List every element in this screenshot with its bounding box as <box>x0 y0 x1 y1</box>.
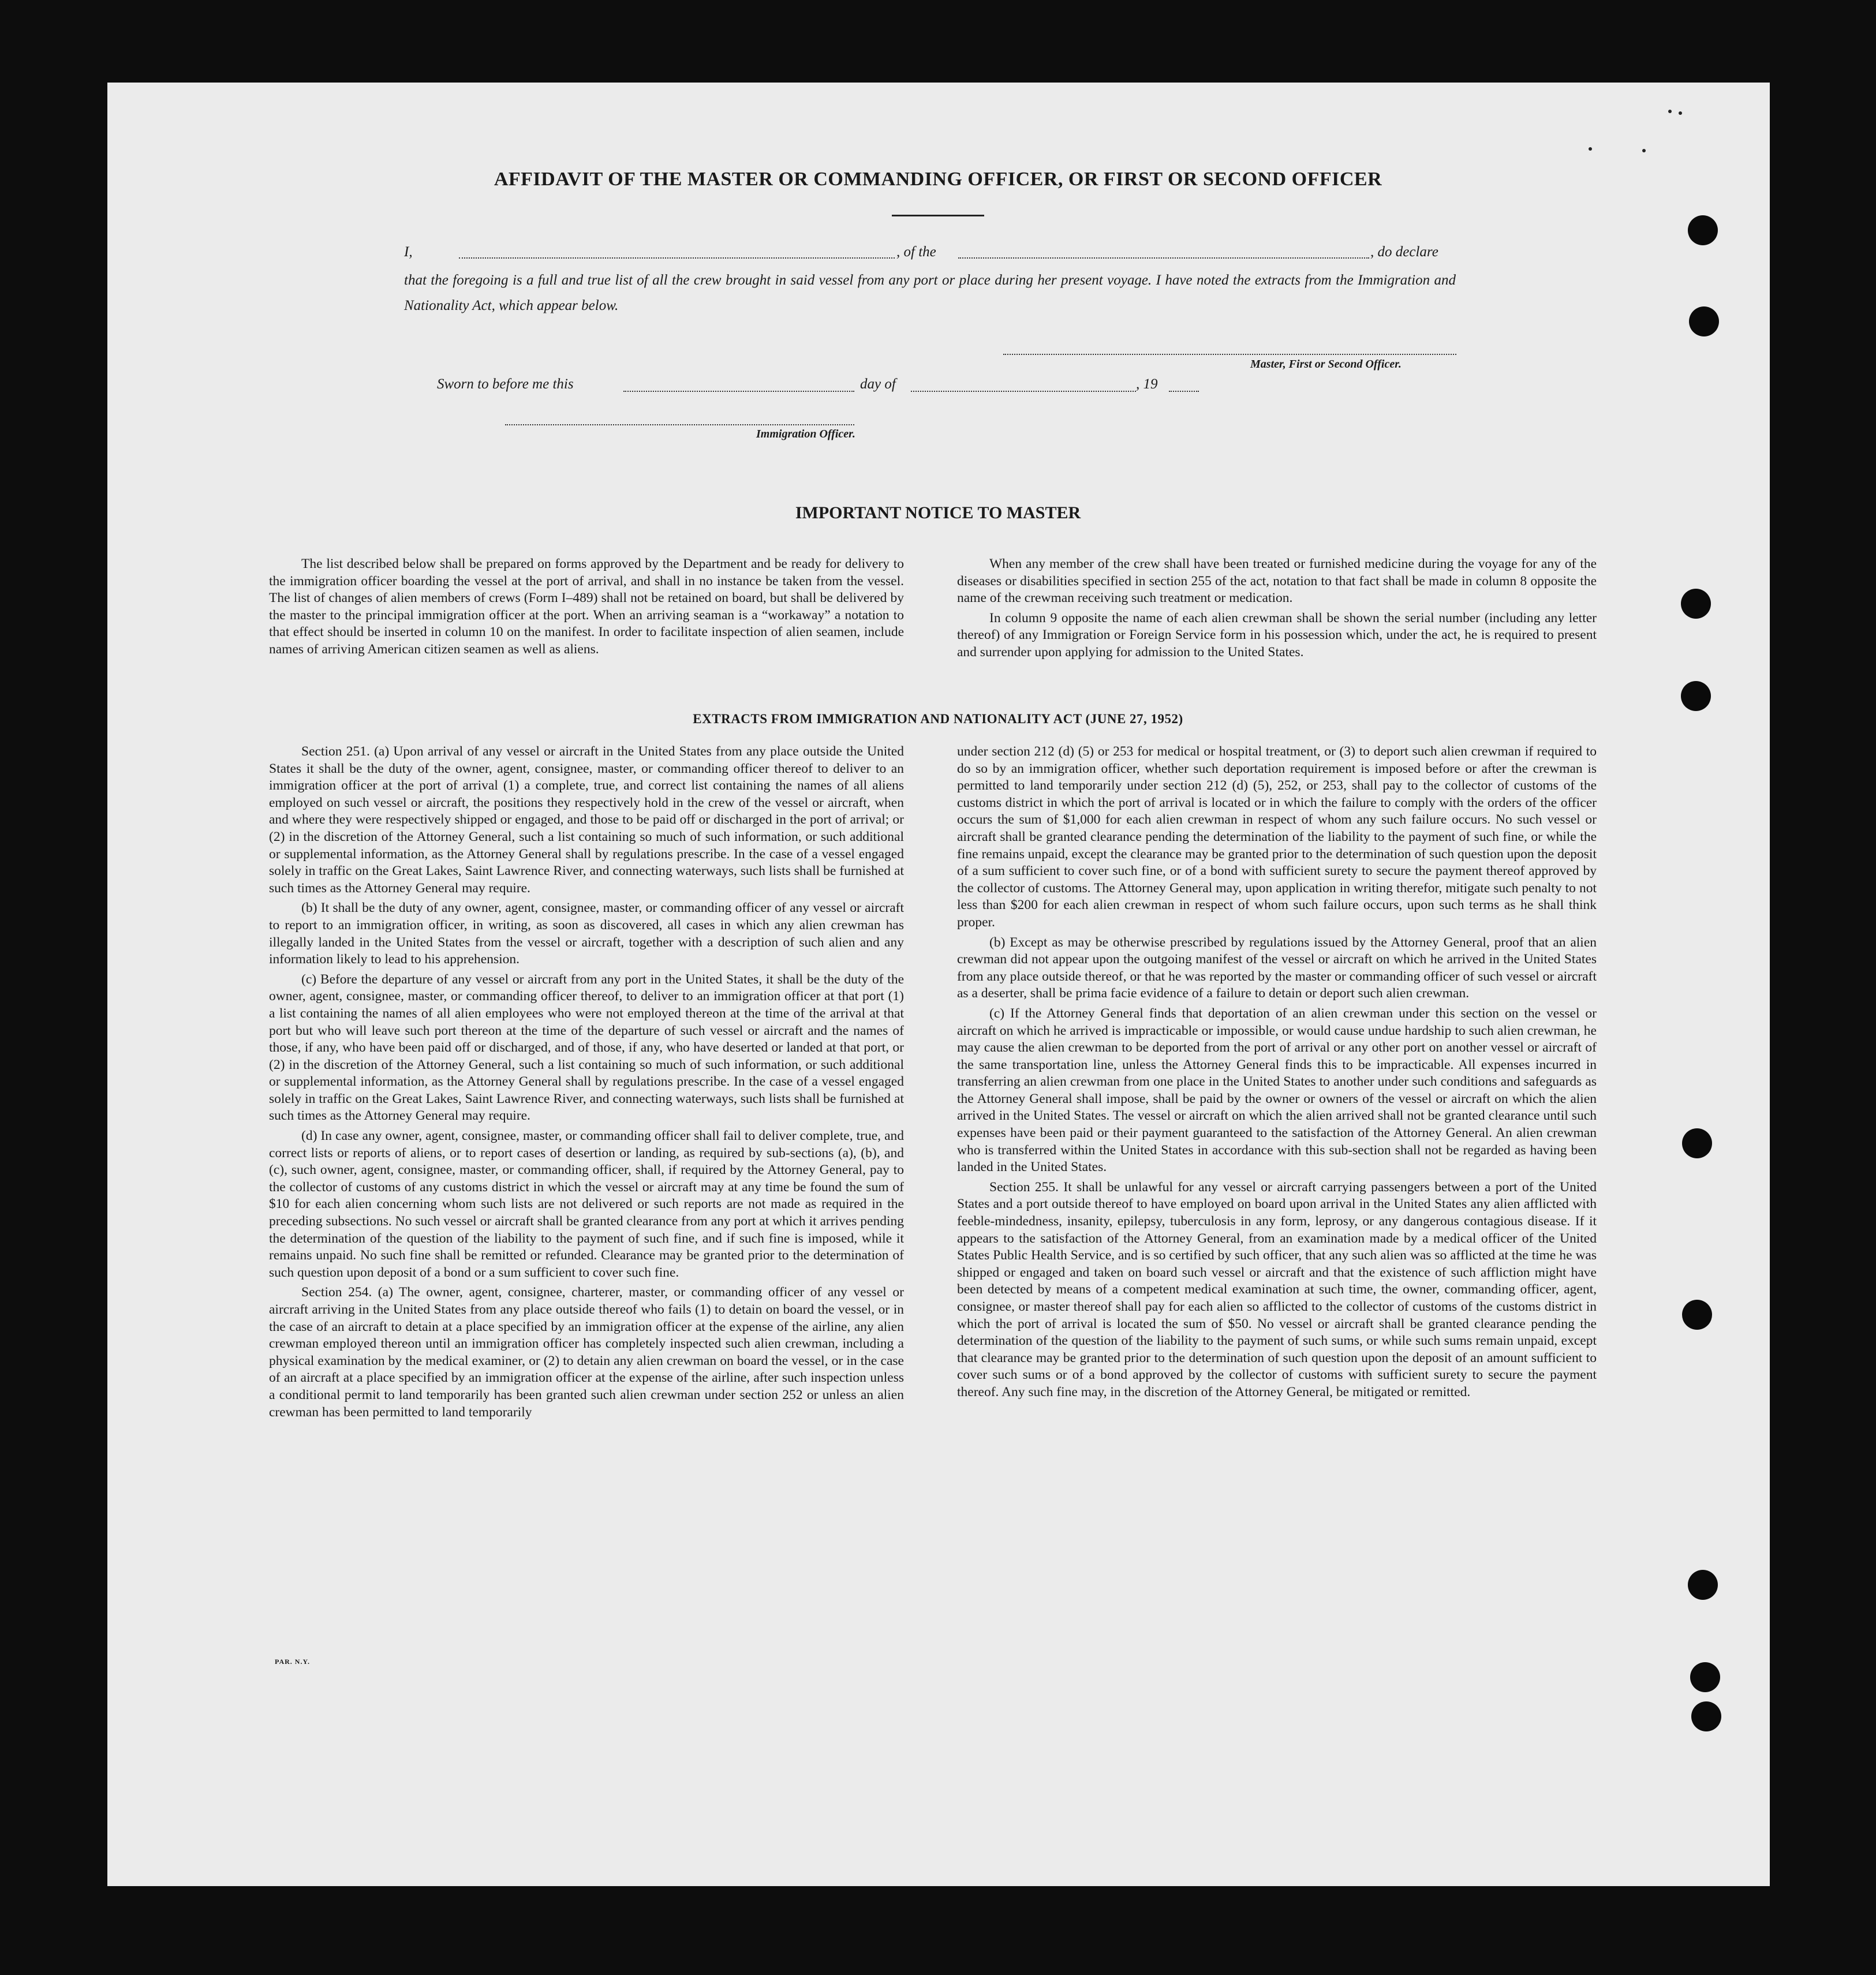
notice-paragraph: In column 9 opposite the name of each alien crewman shall be shown the serial number (including any letter thereof) of any Immigration or Foreign Service form in his possession which, under the act, he is required to present and surrender upon applying for admission to the United States. <box>957 610 1597 660</box>
section-paragraph: (d) In case any owner, agent, consignee, master, or commanding officer shall fail to deliver complete, true, and correct lists or reports of aliens, or to report cases of desertion or landing, as required by sub-sections (a), (b), and (c), such owner, agent, consignee, master, or commanding officer, shall, if required by the Attorney General, pay to the collector of customs of any customs district in which the vessel or aircraft may at any time be found the sum of $10 for each alien concerning whom such lists are not delivered or such reports are not made as required in the preceding subsections. No such vessel or aircraft shall be granted clearance from any port at which it arrives pending the determination of the question of the liability to the payment of such fine, and if such fine is imposed, while it remains unpaid. No such fine shall be remitted or refunded. Clearance may be granted prior to the determination of such question upon deposit of a bond or a sum sufficient to cover such fine. <box>269 1128 904 1280</box>
punch-hole <box>1690 1662 1720 1692</box>
punch-hole <box>1682 1300 1712 1330</box>
sworn-label: Sworn to before me this <box>437 376 574 392</box>
punch-hole <box>1681 681 1711 711</box>
name-blank[interactable] <box>459 257 895 259</box>
punch-hole <box>1688 215 1718 245</box>
notice-paragraph: The list described below shall be prepared on forms approved by the Department and be ready for delivery to the immigration officer boarding the vessel at the port of arrival, and shall in no instance be taken from the vessel. The list of changes of alien members of crews (Form I–489) shall not be retained on board, but shall be delivered by the master to the principal immigration officer at the port. When an arriving seaman is a “workaway” a notation to that effect should be inserted in column 10 on the manifest. In order to facilitate inspection of alien seamen, include names of arriving American citizen seamen as well as aliens. <box>269 556 904 657</box>
sworn-month-blank[interactable] <box>911 391 1136 392</box>
notice-title: IMPORTANT NOTICE TO MASTER <box>795 503 1081 522</box>
affidavit-title: AFFIDAVIT OF THE MASTER OR COMMANDING OFFICER, OR FIRST OR SECOND OFFICER <box>494 169 1382 190</box>
section-paragraph: Section 255. It shall be unlawful for any vessel or aircraft carrying passengers between a port of the United States and a port outside thereof to have employed on board upon arrival in the United States any alien afflicted with feeble-mindedness, insanity, epilepsy, tuberculosis in any form, leprosy, or any dangerous contagious disease. If it appears to the satisfaction of the Attorney General, from an examination made by a medical officer of the United States Public Health Service, and is so certified by such officer, that any such alien was so afflicted at the time he was shipped or engaged and taken on board such vessel or aircraft and that the existence of such affliction might have been detected by means of a competent medical examination at such time, the owner, commanding officer, agent, consignee, or master thereof shall pay for each alien so afflicted to the collector of customs of the customs district in which the port of arrival is located the sum of $50. No vessel or aircraft shall be granted clearance pending the determination of the question of the liability to the payment of such sums, or while such sums remain unpaid, except that clearance may be granted prior to the determination of such question upon the deposit of an amount sufficient to cover such sums or of a bond approved by the collector of customs with sufficient surety to secure the payment thereof. Any such fine may, in the discretion of the Attorney General, be mitigated or remitted. <box>957 1179 1597 1400</box>
printer-mark: PAR. N.Y. <box>275 1658 311 1666</box>
speck <box>1589 147 1592 151</box>
vessel-blank[interactable] <box>958 257 1369 259</box>
year-blank[interactable] <box>1169 391 1199 392</box>
section-paragraph: under section 212 (d) (5) or 253 for medical or hospital treatment, or (3) to deport such alien crewman if required to do so by an immigration officer, whether such deportation requirement is imposed before or after the crewman is permitted to land temporarily under section 212 (d) (5), 252, or 253, shall pay to the collector of customs of the customs district in which the port of arrival is located or in which the failure to comply with the orders of the officer occurs the sum of $1,000 for each alien crewman in respect of whom any such failure occurs. No such vessel or aircraft shall be granted clearance pending the determination of the liability to the payment of such fine, or while the fine remains unpaid, except the clearance may be granted prior to the determination of such question upon the deposit of a sum sufficient to cover such fine, or of a bond with sufficient surety to secure the payment thereof approved by the collector of customs. The Attorney General may, upon application in writing therefor, mitigate such penalty to not less than $200 for each alien crewman in respect of whom such failure occurs, upon such terms as he shall think proper. <box>957 744 1597 930</box>
master-signature-line[interactable] <box>1003 354 1456 355</box>
notice-left-column <box>269 556 904 661</box>
do-declare-label: , do declare <box>1370 244 1438 260</box>
i-label: I, <box>404 244 413 260</box>
punch-hole <box>1689 306 1719 336</box>
extracts-right-column <box>957 743 1597 1404</box>
title-rule <box>892 215 984 216</box>
speck <box>1668 110 1672 113</box>
immigration-officer-caption: Immigration Officer. <box>756 428 855 440</box>
notice-right-column <box>957 556 1597 664</box>
section-paragraph: (c) If the Attorney General finds that deportation of an alien crewman under this section on the vessel or aircraft on which he arrived is impracticable or impossible, or would cause undue hardship to such alien crewman, he may cause the alien crewman to be deported from the port of arrival or any other port on another vessel or aircraft of the same transportation line, unless the Attorney General finds this to be impracticable. All expenses incurred in transferring an alien crewman from one place in the United States to another under such conditions and safeguards as the Attorney General shall impose, shall be paid by the owner or owners of the vessel or aircraft on which the alien arrived in the United States. The vessel or aircraft on which the alien arrived shall not be granted clearance until such expenses have been paid or their payment guaranteed to the satisfaction of the Attorney General. An alien crewman who is transferred within the United States in accordance with this sub-section shall not be regarded as having been landed in the United States. <box>957 1005 1597 1175</box>
speck <box>1679 111 1682 115</box>
of-the-label: , of the <box>896 244 936 260</box>
immigration-officer-line[interactable] <box>505 424 854 425</box>
day-of-label: day of <box>860 376 896 392</box>
punch-hole <box>1691 1701 1721 1731</box>
section-paragraph: (b) Except as may be otherwise prescribed by regulations issued by the Attorney General, proof that an alien crewman did not appear upon the outgoing manifest of the vessel or aircraft on which he arrived in the United States from any place outside thereof, or that he was reported by the master or commanding officer of such vessel or aircraft as a deserter, shall be prima facie evidence of a failure to detain or deport such alien crewman. <box>957 934 1597 1001</box>
section-paragraph: Section 254. (a) The owner, agent, consignee, charterer, master, or commanding officer of any vessel or aircraft arriving in the United States from any place outside thereof who fails (1) to detain on board the vessel, or in the case of an aircraft to detain at a place specified by an immigration officer at the expense of the airline, any alien crewman employed thereon until an immigration officer has completely inspected such alien crewman, including a physical examination by the medical examiner, or (2) to detain any alien crewman on board the vessel, or in the case of an aircraft at a place specified by an immigration officer at the expense of the airline, after such inspection unless a conditional permit to land temporarily has been granted such alien crewman under section 252 or unless an alien crewman has been permitted to land temporarily <box>269 1285 904 1420</box>
speck <box>1642 149 1646 152</box>
notice-paragraph: When any member of the crew shall have been treated or furnished medicine during the voyage for any of the diseases or disabilities specified in section 255 of the act, notation to that fact shall be made in column 8 opposite the name of the crewman receiving such treatment or medication. <box>957 556 1597 606</box>
extracts-left-column <box>269 743 904 1424</box>
section-paragraph: Section 251. (a) Upon arrival of any vessel or aircraft in the United States from any place outside the United States it shall be the duty of the owner, agent, consignee, master, or commanding officer thereof to deliver to an immigration officer at the port of arrival (1) a complete, true, and correct list containing the names of all aliens employed on such vessel or aircraft, the positions they respectively hold in the crew of the vessel or aircraft, when and where they were respectively shipped or engaged, and those to be paid off or discharged in the port of arrival; or (2) in the discretion of the Attorney General, such a list containing so much of such information, or such additional or supplemental information, as the Attorney General shall by regulations prescribe. In the case of a vessel engaged solely in traffic on the Great Lakes, Saint Lawrence River, and connecting waterways, such lists shall be furnished at such times as the Attorney General may require. <box>269 744 904 896</box>
sworn-day-blank[interactable] <box>623 391 854 392</box>
section-paragraph: (b) It shall be the duty of any owner, agent, consignee, master, or commanding officer of any vessel or aircraft to report to an immigration officer, in writing, as soon as discovered, all cases in which any alien crewman has illegally landed in the United States from the vessel or aircraft, together with a description of such alien and any information likely to lead to his apprehension. <box>269 900 904 967</box>
punch-hole <box>1688 1570 1718 1600</box>
extracts-title: EXTRACTS FROM IMMIGRATION AND NATIONALITY ACT (JUNE 27, 1952) <box>693 712 1183 726</box>
affidavit-statement: that the foregoing is a full and true list of all the crew brought in said vessel from any port or place during her present voyage. I have noted the extracts from the Immigration and Nationality Act, which appear below. <box>404 272 1456 313</box>
section-paragraph: (c) Before the departure of any vessel or aircraft from any port in the United States, it shall be the duty of the owner, agent, consignee, master, or commanding officer thereof, to deliver to an immigration officer at that port (1) a list containing the names of all alien employees who were not employed thereon at the time of the arrival at that port but who will leave such port thereon at the time of the departure of such vessel or aircraft and the names of those, if any, who have been paid off or discharged, and of those, if any, who have deserted or landed at that port, or (2) in the discretion of the Attorney General, such a list containing so much of such information, or such additional or supplemental information, as the Attorney General shall by regulations prescribe. In the case of a vessel engaged solely in traffic on the Great Lakes, Saint Lawrence River, and connecting waterways, such lists shall be furnished at such times as the Attorney General may require. <box>269 971 904 1124</box>
punch-hole <box>1681 589 1711 619</box>
master-signature-caption: Master, First or Second Officer. <box>1250 358 1402 371</box>
year-label: , 19 <box>1136 376 1158 392</box>
punch-hole <box>1682 1128 1712 1158</box>
